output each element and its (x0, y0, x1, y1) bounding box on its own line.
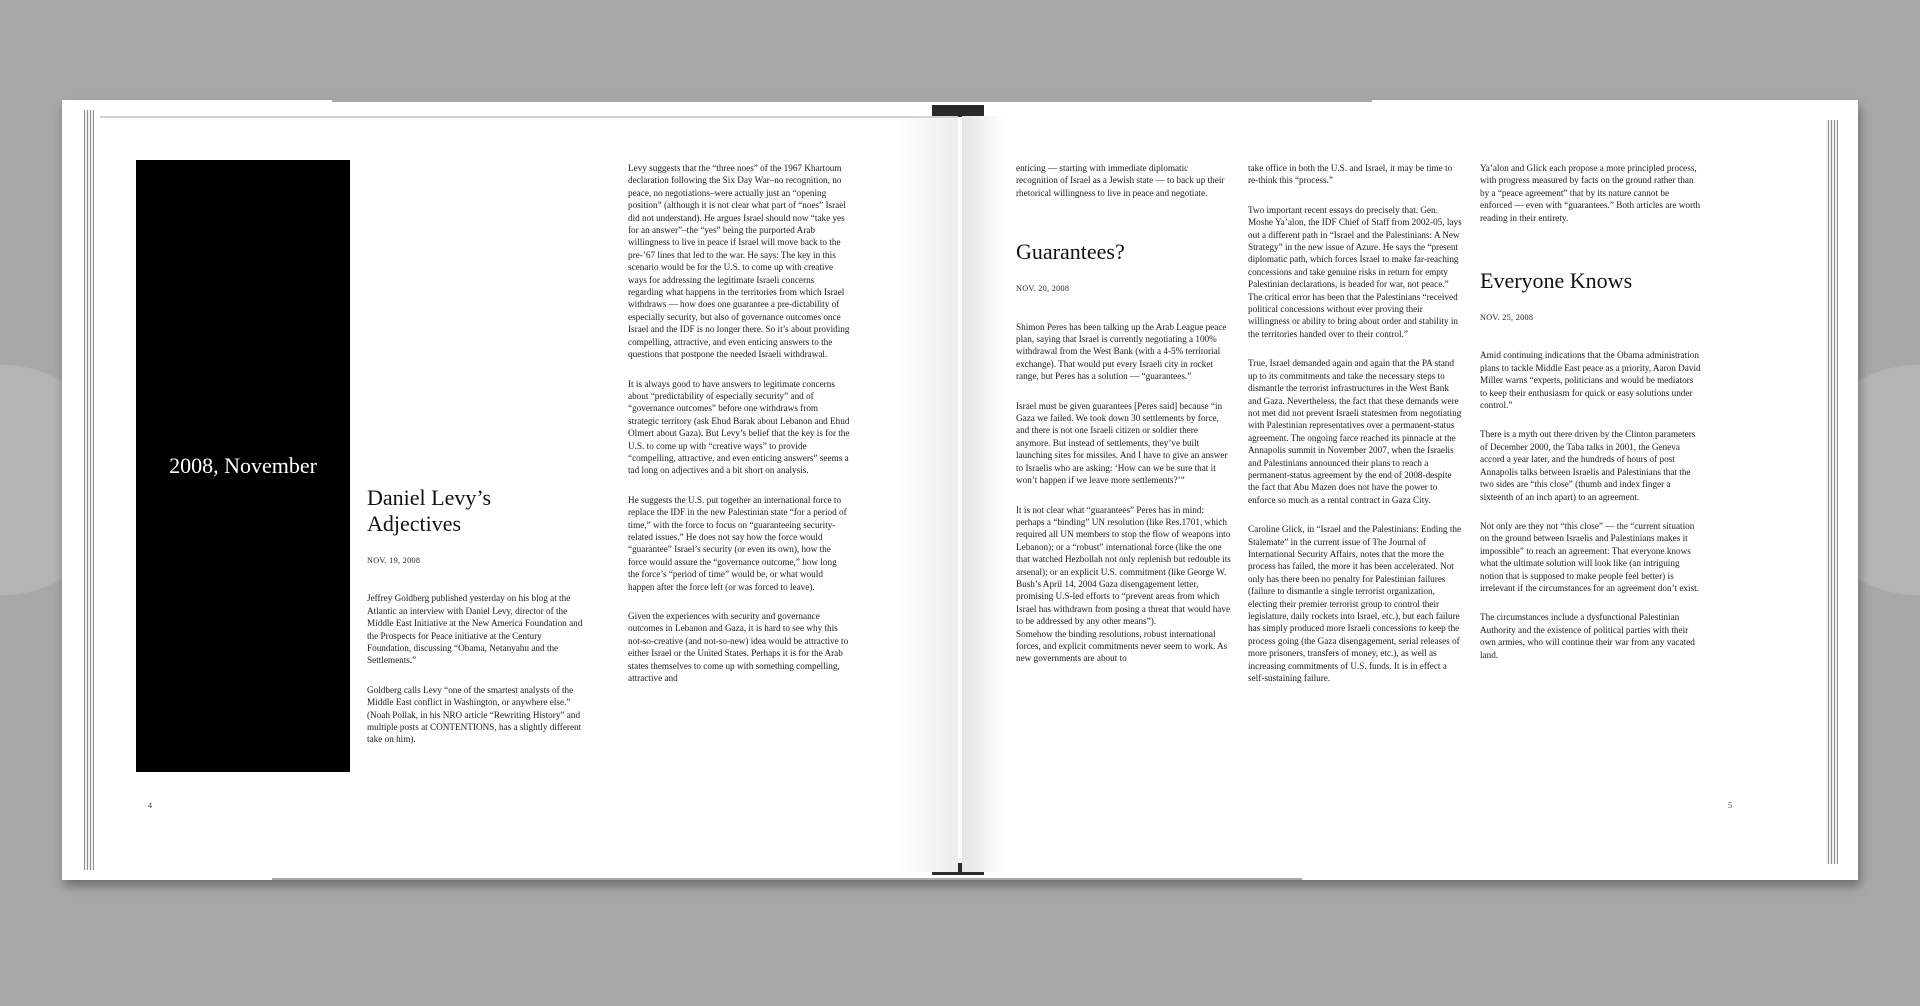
page-stack-left (84, 110, 94, 870)
book (62, 100, 1858, 880)
paragraph: Caroline Glick, in “Israel and the Palestinians: Ending the Stalemate” in the current issue of The Journal of International Security Affairs, notes that the more the process has failed, the more it has been accelerated. Not only has there been no penalty for Palestinian failures (failure to dismantle a single terrorist organization, electing their premier terrorist group to control their legislature, daily rockets into Israel, etc.), but each failure has simply produced more Israeli concessions to keep the process going (the Gaza disengagement, serial releases of more prisoners, transfers of money, etc.), as well as increasing commitments of U.S. funds. It is in effect a self-sustaining failure. (1248, 524, 1462, 684)
section-title: 2008, November (169, 453, 317, 478)
paragraph: Jeffrey Goldberg published yesterday on his blog at the Atlantic an interview with Daniel Levy, director of the Middle East Initiative at the New America Foundation and the Prospects for Peace initiative at the Century Foundation, discussing “Obama, Netanyahu and the Settlements.” (367, 593, 583, 666)
text-column-1 (1016, 162, 1232, 682)
paragraph: There is a myth out there driven by the Clinton parameters of December 2000, the Taba talks in 2001, the Geneva accord a year later, and the hundreds of hours of post Annapolis talks between Israelis and Palestinians that the two sides are “this close” (thumb and index finger a sixteenth of an inch apart) to an agreement. (1480, 429, 1696, 502)
paragraph: Given the experiences with security and governance outcomes in Lebanon and Gaza, it is hard to see why this not-so-creative (and not-so-new) idea would be attractive to either Israel or the United States. Perhaps it is for the Arab states themselves to come up with something compelling, attractive and (628, 611, 849, 684)
paragraph: It is not clear what “guarantees” Peres has in mind: perhaps a “binding” UN resolution (like Res.1701, which required all UN members to stop the flow of weapons into Lebanon); or a “robust” international force (like the one that watched Hezbollah not only replenish but redouble its arsenal); or an explicit U.S. commitment (like George W. Bush’s April 14, 2004 Gaza disengagement letter, promising U.S-led efforts to “prevent areas from which Israel has withdrawn from posing a threat that would have to be addressed by any other means”). (1016, 504, 1231, 627)
paragraph: take office in both the U.S. and Israel, it may be time to re-think this “process.” (1248, 163, 1453, 186)
page-top-band (100, 116, 958, 118)
right-page[interactable] (962, 116, 1804, 872)
page-number: 5 (1728, 801, 1732, 810)
section-panel (136, 160, 350, 772)
paragraph: Levy suggests that the “three noes” of the 1967 Khartoum declaration following the Six Day War–no recognition, no peace, no negotiations–were actually just an “opening position” (although it is not clear what part of “noes” Israel did not understand). He argues Israel should now “take yes for an answer”–the “yes” being the purported Arab willingness to live in peace if Israel will move back to the pre-’67 lines that led to the war. He says: The key in this scenario would be for the U.S. to come up with creative ways for addressing the legitimate Israeli concerns regarding what happens in the territories from which Israel withdraws — how does one guarantee a pre-dictability of especially security, but also of governance outcomes once Israel and the IDF is no longer there. So it’s about providing compelling, attractive, and even enticing answers to the questions that postpone the needed Israeli withdrawal. (628, 163, 850, 360)
paragraph: Not only are they not “this close” — the “current situation on the ground between Israelis and Palestinians makes it impossible” to reach an agreement: That everyone knows what the ultimate solution will look like (an intriguing notion that is supposed to make people feel better) is irrelevant if the circumstances for an agreement don’t exist. (1480, 520, 1699, 593)
article-date: NOV. 20, 2008 (1016, 284, 1070, 294)
paragraph: Amid continuing indications that the Obama administration plans to tackle Middle East peace as a priority, Aaron David Miller warns “experts, politicians and would be mediators to keep their enthusiasm for quick or easy solutions under control.” (1480, 350, 1701, 411)
paragraph: Israel must be given guarantees [Peres said] because “in Gaza we failed. We took down 30 settlements by force, and there is not one Israeli citizen or soldier there anymore. But instead of settlements, they’ve built launching sites for missiles. And I have to give an answer to Israelis who are asking: ‘How can we be sure that it won’t happen if we leave more settlements?’” (1016, 400, 1228, 486)
paragraph: He suggests the U.S. put together an international force to replace the IDF in the new Palestinian state “for a period of time,” with the force to focus on “guaranteeing security-related issues.” He does not say how the force would “guarantee” Israel’s security (or even its own), how the force would assure the “governance outcome,” how long the force’s “period of time” would be, or what would happen after the force left (or was forced to leave). (628, 494, 847, 592)
article-date: NOV. 25, 2008 (1480, 313, 1534, 323)
paragraph: Ya’alon and Glick each propose a more principled process, with progress measured by facts on the ground rather than by a “peace agreement” that by its nature cannot be enforced — even with “guarantees.” Both articles are worth reading in their entirety. (1480, 163, 1701, 223)
page-stack-right (1826, 120, 1838, 864)
text-column-3 (628, 162, 850, 701)
left-page[interactable] (100, 116, 958, 872)
article-title (367, 485, 587, 537)
article-title-line-1: Daniel Levy’s (367, 485, 492, 510)
paragraph: Somehow the binding resolutions, robust international forces, and explicit commitments never seem to work. As new governments are about to (1016, 628, 1228, 664)
text-column-3 (1480, 162, 1702, 678)
article-title: Guarantees? (1016, 239, 1125, 265)
paragraph: Shimon Peres has been talking up the Arab League peace plan, saying that Israel is currently negotiating a 100% withdrawal from the West Bank (with a 4-5% territorial exchange). That would put every Israeli city in rocket range, but Peres has a solution — “guarantees.” (1016, 321, 1227, 382)
article-title: Everyone Knows (1480, 268, 1633, 294)
cover-notch-bottom (272, 878, 1302, 880)
cover-notch-top (332, 100, 1372, 102)
paragraph: Two important recent essays do precisely that. Gen. Moshe Ya’alon, the IDF Chief of Staff from 2002-05, lays out a different path in “Israel and the Palestinians: A New Strategy” in the new issue of Azure. He says the “present diplomatic path, which forces Israel to make far-reaching concessions and take genuine risks in return for empty Palestinian declarations, is headed for war, not peace.” The critical error has been that the Palestinians “received political concessions without ever proving their willingness or ability to bring about order and stability in the territories handed over to their control.” (1248, 204, 1462, 339)
paragraph: Goldberg calls Levy “one of the smartest analysts of the Middle East conflict in Washington, or anywhere else.” (Noah Pollak, in his NRO article “Rewriting History” and multiple posts at CONTENTIONS, has a slightly different take on him). (367, 684, 582, 745)
paragraph: enticing — starting with immediate diplomatic recognition of Israel as a Jewish state — to back up their rhetorical willingness to live in peace and negotiate. (1016, 163, 1225, 198)
text-column-2 (1248, 162, 1464, 701)
paragraph: True, Israel demanded again and again that the PA stand up to its commitments and take the necessary steps to dismantle the terrorist infrastructures in the West Bank and Gaza. Nevertheless, the fact that these demands were not met did not prevent Israeli statesmen from negotiating with Palestinian representatives over a permanent-status agreement. The ongoing farce reached its pinnacle at the Annapolis summit in November 2007, when the Israelis and Palestinians announced their plans to reach a permanent-status agreement by the end of 2008-despite the fact that Abu Mazen does not have the power to enforce so much as a rental contract in Gaza City. (1248, 358, 1462, 505)
paragraph: It is always good to have answers to legitimate concerns about “predictability of especially security” and of “governance outcomes” before one withdraws from strategic territory (ask Ehud Barak about Lebanon and Ehud Olmert about Gaza). But Levy’s belief that the key is for the U.S. to come up with “creative ways” to provide “compelling, attractive, and even enticing answers” seems a tad long on adjectives and a bit short on analysis. (628, 378, 850, 476)
paragraph: The circumstances include a dysfunctional Palestinian Authority and the existence of political parties with their own armies, who will continue their war from any vacated land. (1480, 612, 1695, 660)
article-date: NOV. 19, 2008 (367, 556, 421, 565)
article-title-line-2: Adjectives (367, 511, 462, 536)
page-number: 4 (148, 801, 152, 810)
article-column (367, 485, 587, 763)
